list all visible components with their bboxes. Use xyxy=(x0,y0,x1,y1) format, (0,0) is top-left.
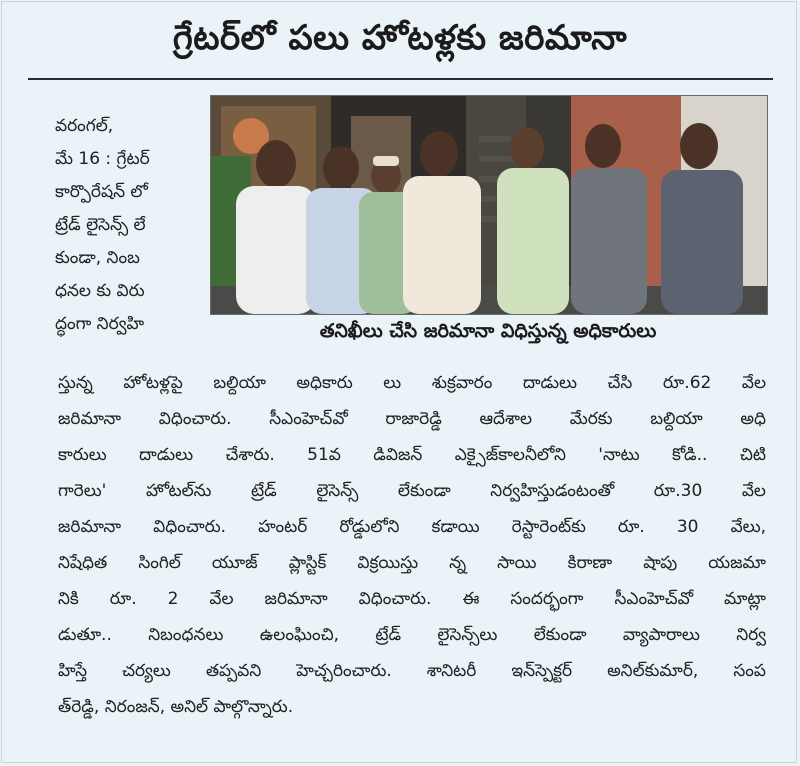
intro-line: వరంగల్, xyxy=(55,116,114,136)
officials-photo-illustration xyxy=(211,96,767,314)
intro-line: కార్పొరేషన్ లో xyxy=(55,182,148,202)
body-line: జరిమానా విధించారు. సీఎంహెచ్‌వో రాజారెడ్డి ఆదేశాల మేరకు బల్దియా అధి xyxy=(58,409,766,429)
body-line: స్తున్న హోటళ్లపై బల్దియా అధికారు లు శుక్రవారం దాడులు చేసి రూ.62 వేల xyxy=(58,373,766,393)
body-line: కారులు దాడులు చేశారు. 51వ డివిజన్ ఎక్సైజ్‌కాలనీలోని 'నాటు కోడి.. చిటి xyxy=(58,445,766,465)
body-line: హిస్తే చర్యలు తప్పవని హెచ్చరించారు. శానిటరీ ఇన్‌స్పెక్టర్ అనిల్‌కుమార్, సంప xyxy=(58,661,766,681)
photo-caption: తనిఖీలు చేసి జరిమానా విధిస్తున్న అధికారులు xyxy=(319,320,657,342)
intro-line: ధనల కు విరు xyxy=(55,281,145,301)
body-line: త్‌రెడ్డి, నిరంజన్, అనిల్ పాల్గొన్నారు. xyxy=(58,697,294,717)
intro-line: ట్రేడ్ లైసెన్స్ లే xyxy=(55,215,146,235)
body-line: జరిమానా విధించారు. హంటర్ రోడ్డులోని కడాయి రెస్టారెంట్‌కు రూ. 30 వేలు, xyxy=(58,517,766,537)
body-line: డుతూ.. నిబంధనలు ఉలంఘించి, ట్రేడ్ లైసెన్స్‌లు లేకుండా వ్యాపారాలు నిర్వ xyxy=(58,625,766,645)
intro-line: ద్ధంగా నిర్వహి xyxy=(55,314,145,334)
intro-line: మే 16 : గ్రేటర్ xyxy=(55,149,150,169)
body-line: గారెలు' హోటల్‌ను ట్రేడ్ లైసెన్స్ లేకుండా నిర్వహిస్తుడంటంతో రూ.30 వేల xyxy=(58,481,766,501)
intro-line: కుండా, నింబ xyxy=(55,248,140,268)
body-line: నిషేధిత సింగిల్ యూజ్ ప్లాస్టిక్ విక్రయిస్తు న్న సాయి కిరాణా షాపు యజమా xyxy=(58,553,766,573)
news-photo xyxy=(210,95,768,315)
headline: గ్రేటర్‌లో పలు హోటళ్లకు జరిమానా xyxy=(172,18,628,58)
intro-column xyxy=(55,110,205,341)
headline-rule xyxy=(28,78,773,80)
article-body xyxy=(58,365,766,725)
body-line: నికి రూ. 2 వేల జరిమానా విధించారు. ఈ సందర్భంగా సీఎంహెచ్‌వో మాట్లా xyxy=(58,589,766,609)
